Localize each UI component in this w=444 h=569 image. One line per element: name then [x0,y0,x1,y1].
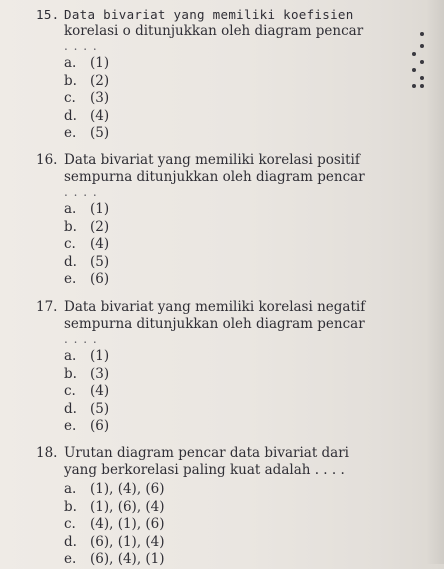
option-d[interactable]: d. (5) [64,253,110,270]
dot-icon [412,52,416,56]
question-text-line-2: sempurna ditunjukkan oleh diagram pencar [64,316,365,332]
option-c[interactable]: c. (4) [64,236,110,252]
option-a[interactable]: a. (1), (4), (6) [64,481,165,497]
dot-icon [420,76,424,80]
dot-icon [420,60,424,64]
page-edge-shadow [426,0,444,564]
question-number: 18. [36,445,58,461]
dot-icon [412,68,416,72]
option-a[interactable]: a. (1) [64,55,110,71]
question-text-line-1: Data bivariat yang memiliki koefisien [64,7,354,22]
option-b[interactable]: b. (1), (6), (4) [64,498,165,515]
option-c[interactable]: c. (4) [64,383,110,399]
option-e[interactable]: e. (6) [64,271,110,287]
answer-blank-dots: . . . . [64,39,98,53]
question-text-line-2: yang berkorelasi paling kuat adalah . . . . [64,462,345,478]
question-text-line-1: Data bivariat yang memiliki korelasi negatif [64,299,366,315]
options-list [36,481,416,569]
dot-icon [412,84,416,88]
dot-icon [420,32,424,36]
dot-icon [420,44,424,48]
option-a[interactable]: a. (1) [64,348,110,364]
option-d[interactable]: d. (4) [64,107,110,124]
answer-blank-dots: . . . . [64,185,98,199]
option-b[interactable]: b. (2) [64,218,110,235]
option-c[interactable]: c. (4), (1), (6) [64,516,165,532]
options-list [36,55,416,143]
question-18 [36,445,416,569]
option-b[interactable]: b. (2) [64,72,110,89]
question-15 [36,6,416,143]
option-d[interactable]: d. (6), (1), (4) [64,533,165,550]
option-c[interactable]: c. (3) [64,90,110,106]
question-text-line-2: korelasi o ditunjukkan oleh diagram pencar [64,23,364,39]
question-number: 15. [36,7,60,22]
option-d[interactable]: d. (5) [64,400,110,417]
option-b[interactable]: b. (3) [64,365,110,382]
options-list [36,201,416,289]
dot-icon [420,84,424,88]
question-text-line-1: Urutan diagram pencar data bivariat dari [64,445,349,461]
answer-blank-dots: . . . . [64,332,98,346]
option-e[interactable]: e. (6), (4), (1) [64,551,165,567]
question-16 [36,152,416,289]
option-e[interactable]: e. (6) [64,418,110,434]
question-number: 16. [36,152,58,168]
option-e[interactable]: e. (5) [64,125,110,141]
question-17 [36,299,416,436]
options-list [36,348,416,436]
question-text-line-2: sempurna ditunjukkan oleh diagram pencar [64,169,365,185]
question-number: 17. [36,299,58,315]
option-a[interactable]: a. (1) [64,201,110,217]
question-text-line-1: Data bivariat yang memiliki korelasi positif [64,152,360,168]
